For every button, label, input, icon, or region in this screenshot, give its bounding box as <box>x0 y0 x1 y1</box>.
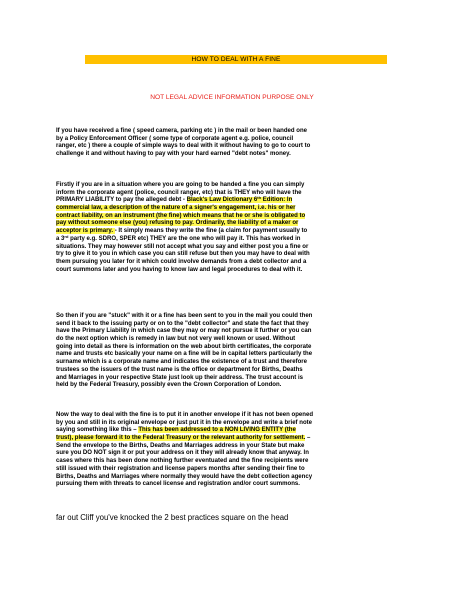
text-run: party e.g. SDRO, SPER etc) THEY are the one who will pay it. This has worked in <box>68 235 301 242</box>
text-run: PRIMARY LIABILITY to pay the alleged debt - <box>56 197 187 204</box>
text-line: ranger, etc ) there a couple of simple ways to deal with it without having to go to court to <box>56 143 311 150</box>
highlighted-text: This has been addressed to a NON LIVING ENTITY (the <box>138 427 296 434</box>
text-line: So then if you are "stuck" with it or a fine has been sent to you in the mail you could then <box>56 313 313 319</box>
text-line: If you have received a fine ( speed camera, parking etc ) in the mail or been handed one <box>56 128 308 134</box>
text-line <box>56 233 420 244</box>
text-line: name and trusts etc basically your name on a fine will be in capital letters particularly the <box>56 351 313 358</box>
text-line <box>56 435 420 443</box>
text-run: – <box>305 435 311 442</box>
text-line: them pursuing you later for it which could involve demands from a debt collector and a <box>56 258 307 265</box>
text-line: have the Primary Liability in which case they may or may not pursue it further or you can <box>56 328 312 335</box>
highlighted-text: trust), please forward it to the Federal Treasury or the relevant authority for settlement. <box>56 435 306 442</box>
primary-liability-paragraph <box>56 182 420 274</box>
text-line: by you and still in its original envelope or just put it in the envelope and write a brief note <box>56 419 313 426</box>
text-line: held by the Federal Treasury, possibly even the Crown Corporation of London. <box>56 382 282 389</box>
text-line: Births, Deaths and Marriages where normally they would have the debt collection agency <box>56 473 313 480</box>
text-line <box>56 427 420 435</box>
text-line: Send the envelope to the Births, Deaths and Marriages address in your State but make <box>56 442 305 449</box>
highlighted-text: pay without someone else (you) refusing to pay. Ordinarily, the liability of a maker or <box>56 220 299 227</box>
text-line <box>56 220 420 228</box>
text-line: Now the way to deal with the fine is to put it in another envelope if it has not been opened <box>56 412 314 418</box>
text-line: and Marriages in your respective State just look up their address. The trust account is <box>56 374 303 381</box>
text-line <box>56 197 420 205</box>
text-line: trustees so the issuers of the trust name is the office or department for Births, Deaths <box>56 366 303 373</box>
text-line: pursuing them with threats to cancel license and registration and/or court summons. <box>56 481 300 488</box>
intro-paragraph <box>56 128 420 159</box>
text-line <box>56 213 420 221</box>
highlighted-text: commercial law, a description of the nature of a signer's engagement, i.e. his or her <box>56 205 296 212</box>
text-run: - It simply means they write the fine (a claim for payment usually to <box>114 228 308 235</box>
text-line: by a Policy Enforcement Officer ( some type of corporate agent e.g. police, council <box>56 135 294 142</box>
text-run: saying something like this – <box>56 427 139 434</box>
text-line: situations. They may however still not accept what you say and either post you a fine or <box>56 243 309 250</box>
text-line: try to give it to you in which case you can still refuse but then you may have to deal with <box>56 251 310 258</box>
text-line <box>56 205 420 213</box>
envelope-paragraph <box>56 412 420 489</box>
text-line: Firstly if you are in a situation where you are going to be handed a fine you can simply <box>56 182 305 188</box>
text-line: sure you DO NOT sign it or put your address on it they will already know that anyway. In <box>56 450 309 457</box>
highlighted-text: acceptor is primary. <box>56 228 115 235</box>
text-line: going into detail as there is information on the web about birth certificates, the corporate <box>56 343 312 350</box>
text-line: send it back to the issuing party or on to the "debt collector" and state the fact that they <box>56 320 309 327</box>
document-title: HOW TO DEAL WITH A FINE <box>85 55 387 64</box>
text-line: challenge it and without having to pay with your hard earned "debt notes" money. <box>56 151 291 158</box>
footer-comment: far out Cliff you've knocked the 2 best practices square on the head <box>56 513 289 522</box>
text-line: still issued with their registration and license papers months after sending their fine to <box>56 465 305 472</box>
disclaimer-subtitle: NOT LEGAL ADVICE INFORMATION PURPOSE ONLY <box>150 94 314 101</box>
trust-paragraph <box>56 313 420 390</box>
text-line: inform the corporate agent (police, council ranger, etc) that is THEY who will have the <box>56 189 302 196</box>
text-run: Edition: In <box>261 197 293 204</box>
text-line: surname which is a corporate name and indicates the existence of a trust and therefore <box>56 359 308 366</box>
highlighted-text <box>187 197 293 203</box>
highlighted-text: contract liability, on an instrument (the fine) which means that he or she is obligated to <box>56 212 306 219</box>
superscript: rd <box>64 233 69 239</box>
text-line: do the next option which is remedy in law but not very well known or used. Without <box>56 336 296 343</box>
text-line: court summons later and you having to know law and legal procedures to deal with it. <box>56 266 303 273</box>
text-line <box>56 228 420 236</box>
text-run: a 3 <box>56 235 65 242</box>
text-run: Black's Law Dictionary 6 <box>186 197 258 204</box>
text-line: cases where this has been done nothing further eventuated and the fine recipients were <box>56 458 309 465</box>
superscript: th <box>257 195 262 201</box>
